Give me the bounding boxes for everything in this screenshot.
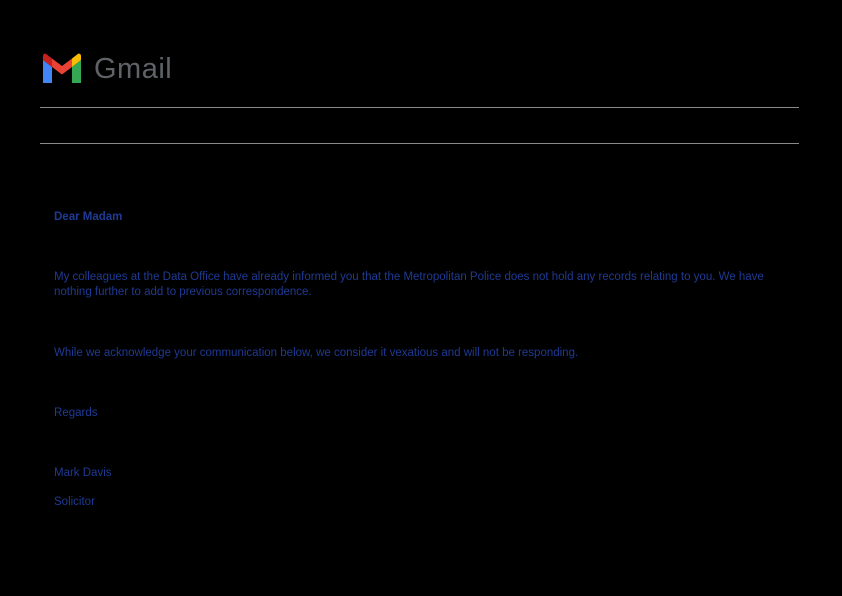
gmail-wordmark: Gmail [94,53,173,85]
header-divider-bottom [40,143,799,144]
closing-text: Regards [54,407,98,419]
body-paragraph-1: My colleagues at the Data Office have already informed you that the Metropolitan Police does not hold any records relating to you. We have nothing further to add to previous correspondence. [54,271,764,298]
gmail-m-icon [40,52,84,85]
signature-name: Mark Davis [54,467,112,479]
signature-title: Solicitor [54,496,95,508]
header-divider-top [40,107,799,108]
salutation-text: Dear Madam [54,211,123,223]
gmail-logo [40,52,172,85]
body-paragraph-2: While we acknowledge your communication below, we consider it vexatious and will not be responding. [54,347,579,359]
